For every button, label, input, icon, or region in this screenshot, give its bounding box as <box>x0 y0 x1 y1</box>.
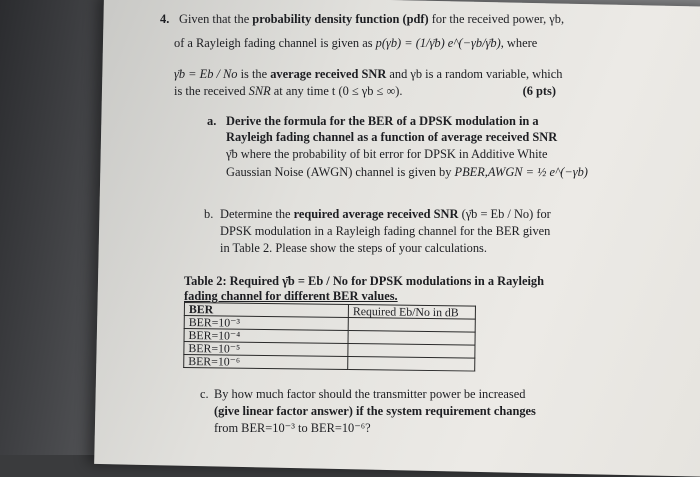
part-a-label: a. <box>207 114 217 128</box>
part-a-line-2: Rayleigh fading channel as a function of average received SNR <box>226 130 558 144</box>
ber-value: BER=10⁻⁵ <box>184 342 348 357</box>
part-c-line-2: (give linear factor answer) if the system requirement changes <box>214 404 536 418</box>
q4-line-4: is the received SNR at any time t (0 ≤ γb ≤ ∞). (6 pts) <box>174 84 556 98</box>
ber-value: BER=10⁻⁴ <box>184 329 348 344</box>
part-c-line-3: from BER=10⁻³ to BER=10⁻⁶? <box>214 421 371 435</box>
header-required-ebno: Required Eb/No in dB <box>348 305 475 320</box>
part-a-line-4: Gaussian Noise (AWGN) channel is given by PBER,AWGN = ½ e^(−γb) <box>226 165 588 179</box>
ber-table <box>183 302 476 372</box>
part-c-label: c. <box>200 387 209 401</box>
question-number: 4. <box>160 12 170 26</box>
table-caption-line-2: fading channel for different BER values. <box>184 289 398 303</box>
table-row <box>184 355 475 372</box>
q4-line-3: γ̄b = Eb / No is the average received SNR and γb is a random variable, which <box>174 67 563 81</box>
table-caption-line-1: Table 2: Required γ̄b = Eb / No for DPSK modulations in a Rayleigh <box>184 274 544 288</box>
part-b-label: b. <box>204 207 214 221</box>
part-a-line-1: Derive the formula for the BER of a DPSK modulation in a <box>226 114 539 128</box>
points-label: (6 pts) <box>522 84 556 98</box>
q4-line-1: Given that the probability density function (pdf) for the received power, γb, <box>179 12 565 26</box>
part-a-line-3: γ̄b where the probability of bit error for DPSK in Additive White <box>226 147 548 161</box>
part-c-line-1: By how much factor should the transmitter power be increased <box>214 387 526 401</box>
part-b-line-1: Determine the required average received SNR (γ̄b = Eb / No) for <box>220 207 551 221</box>
part-b-line-3: in Table 2. Please show the steps of your calculations. <box>220 241 487 255</box>
pdf-equation: p(γb) = (1/γ̄b) e^(−γb/γ̄b) <box>375 36 501 50</box>
ber-value: BER=10⁻³ <box>184 316 348 331</box>
awgn-ber-equation: PBER,AWGN = ½ e^(−γb) <box>454 165 588 179</box>
ber-value: BER=10⁻⁶ <box>184 355 348 370</box>
ebno-answer-cell <box>348 357 475 372</box>
header-ber: BER <box>184 303 348 318</box>
q4-line-2: of a Rayleigh fading channel is given as p(γb) = (1/γ̄b) e^(−γb/γ̄b), where <box>174 36 538 50</box>
part-b-line-2: DPSK modulation in a Rayleigh fading channel for the BER given <box>220 224 551 238</box>
